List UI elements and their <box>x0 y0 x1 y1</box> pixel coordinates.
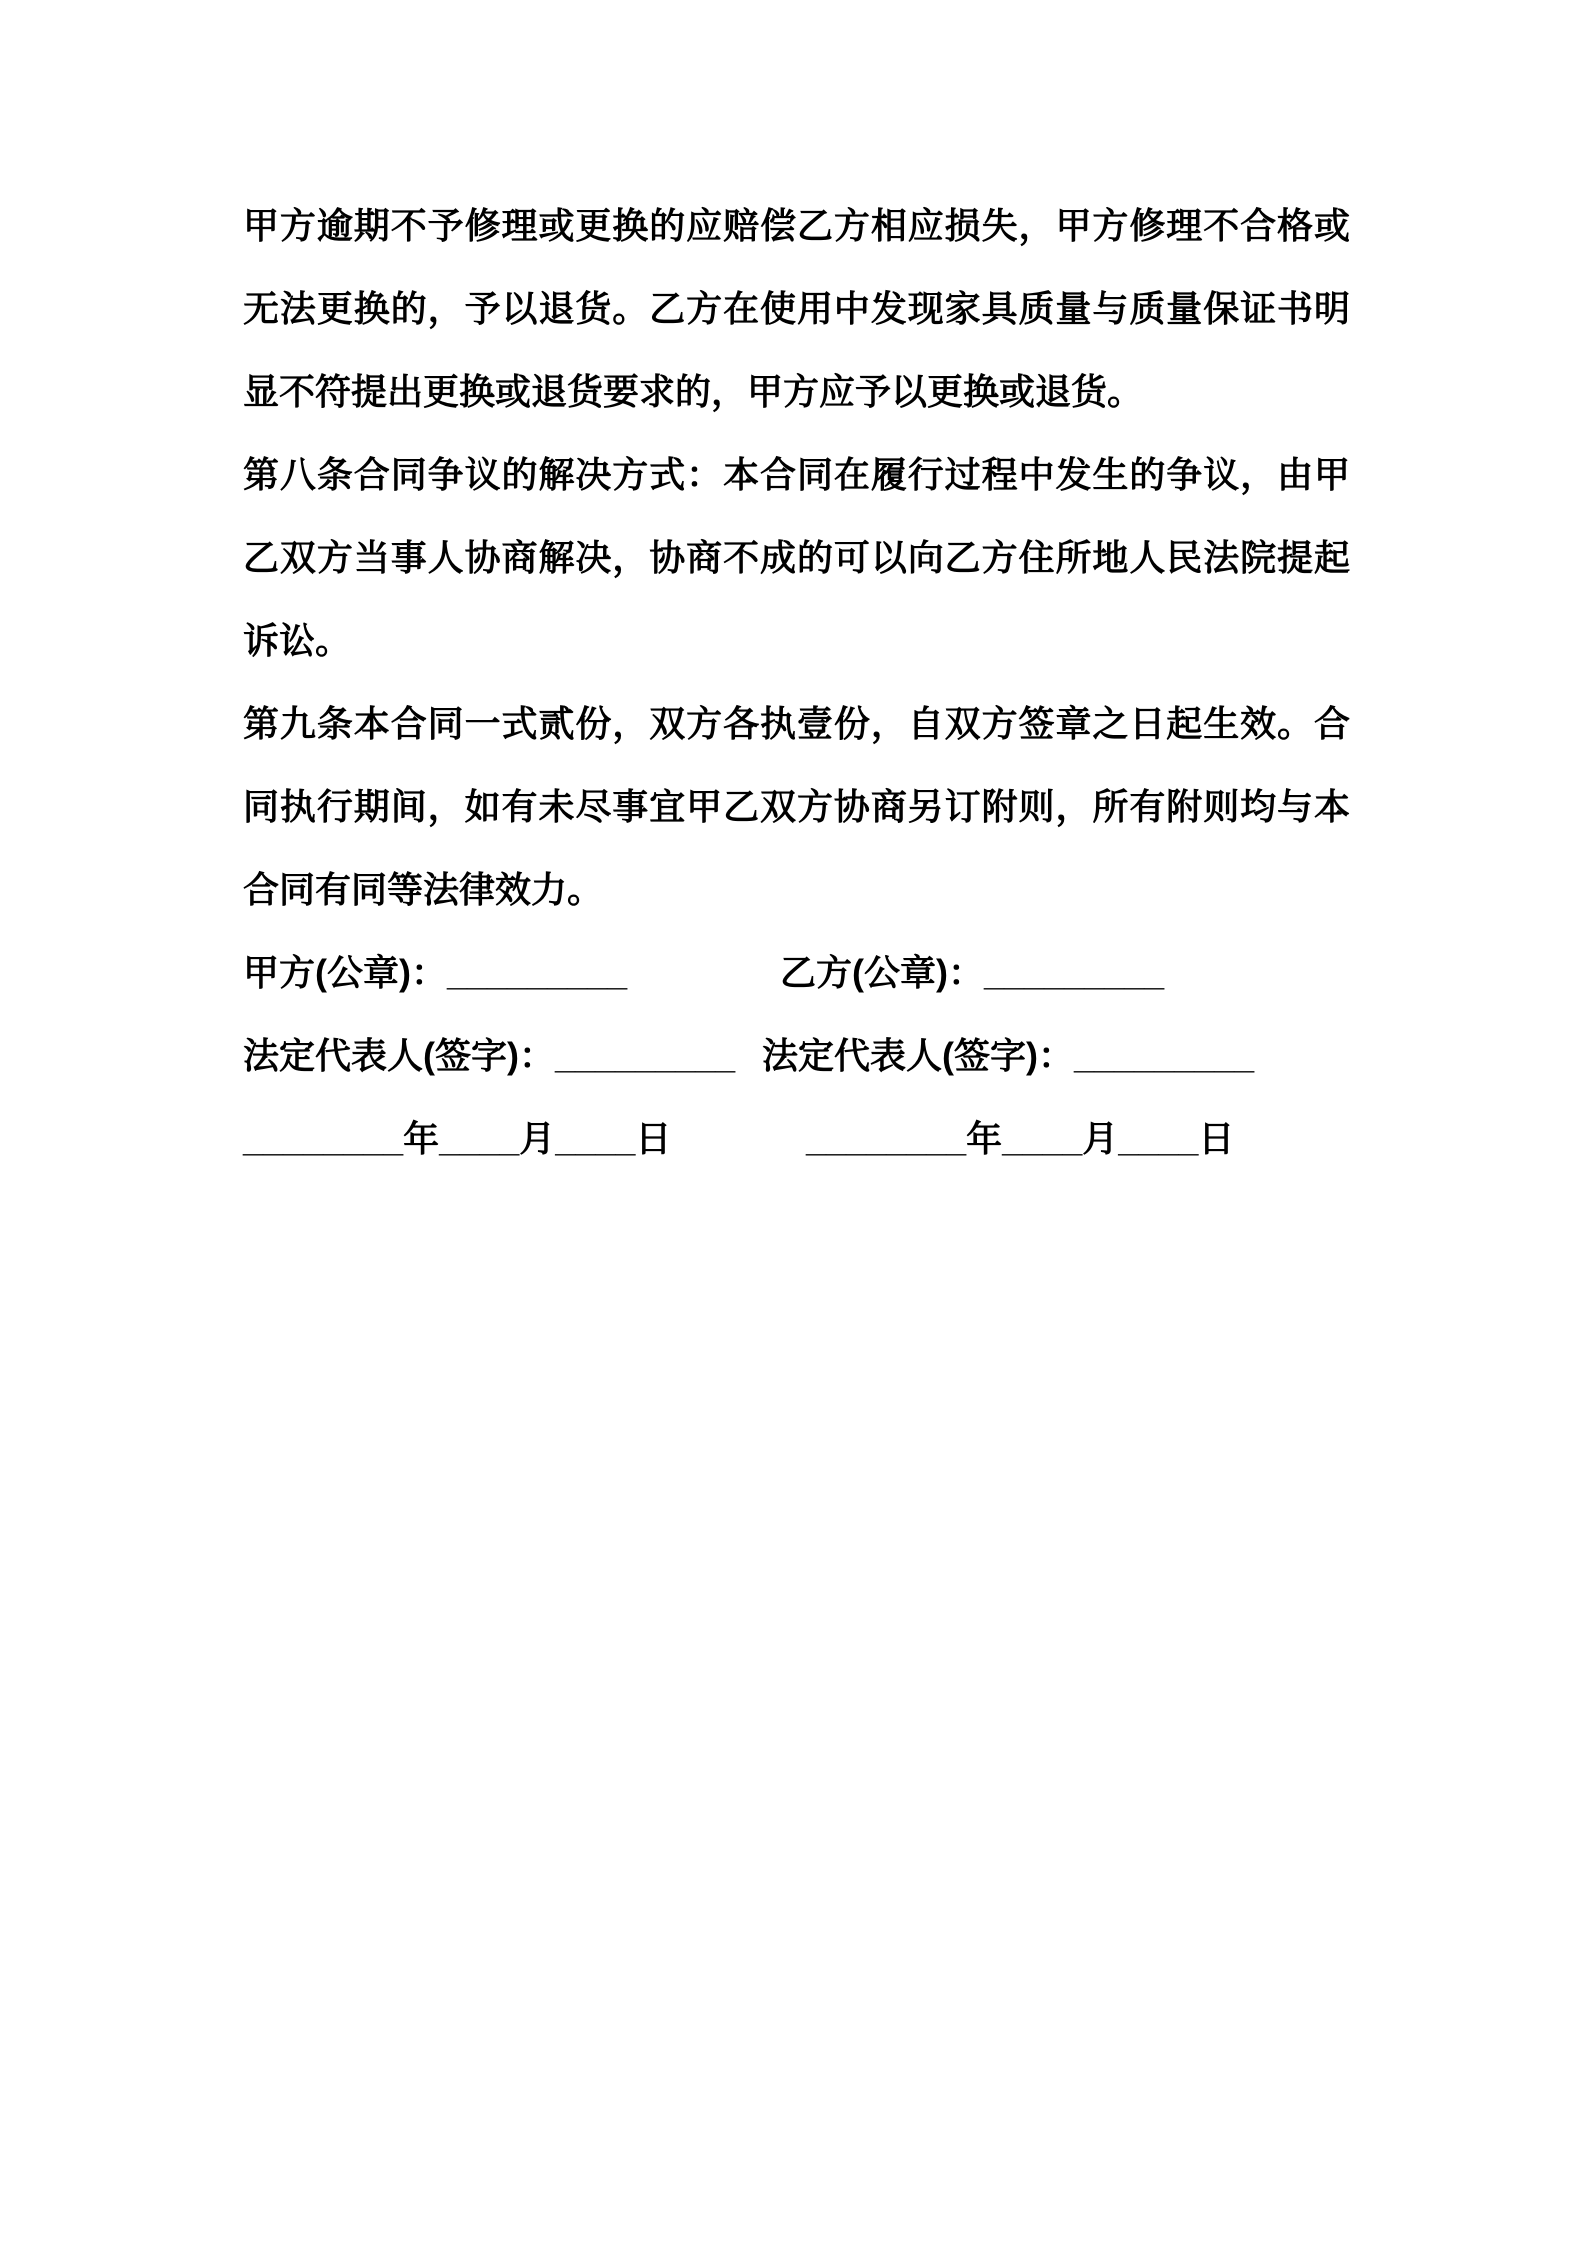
contract-clause-8-line: 乙双方当事人协商解决，协商不成的可以向乙方住所地人民法院提起 <box>243 537 1350 578</box>
signature-row-dates <box>243 1097 1350 1180</box>
contract-body <box>243 184 1350 1180</box>
contract-line: 甲方逾期不予修理或更换的应赔偿乙方相应损失，甲方修理不合格或 <box>243 205 1350 246</box>
party-b-date-line: ________年____月____日 <box>806 1118 1235 1159</box>
contract-clause-9-line: 合同有同等法律效力。 <box>243 869 604 910</box>
party-b-seal-line: 乙方(公章)：_________ <box>780 952 1165 993</box>
party-a-date-line: ________年____月____日 <box>243 1118 672 1159</box>
contract-clause-9-line: 第九条本合同一式贰份，双方各执壹份，自双方签章之日起生效。合 <box>243 703 1350 744</box>
signature-row-representatives <box>243 1014 1350 1097</box>
contract-line: 无法更换的，予以退货。乙方在使用中发现家具质量与质量保证书明 <box>243 288 1350 329</box>
party-a-seal-line: 甲方(公章)：_________ <box>243 952 628 993</box>
signature-row-seals <box>243 931 1350 1014</box>
contract-clause-8-line: 诉讼。 <box>243 620 352 661</box>
party-a-representative-sign-line: 法定代表人(签字)：_________ <box>243 1035 736 1076</box>
party-b-representative-sign-line: 法定代表人(签字)：_________ <box>762 1035 1255 1076</box>
contract-clause-9-line: 同执行期间，如有未尽事宜甲乙双方协商另订附则，所有附则均与本 <box>243 786 1350 827</box>
contract-line: 显不符提出更换或退货要求的，甲方应予以更换或退货。 <box>243 371 1144 412</box>
contract-clause-8-line: 第八条合同争议的解决方式：本合同在履行过程中发生的争议，由甲 <box>243 454 1350 495</box>
